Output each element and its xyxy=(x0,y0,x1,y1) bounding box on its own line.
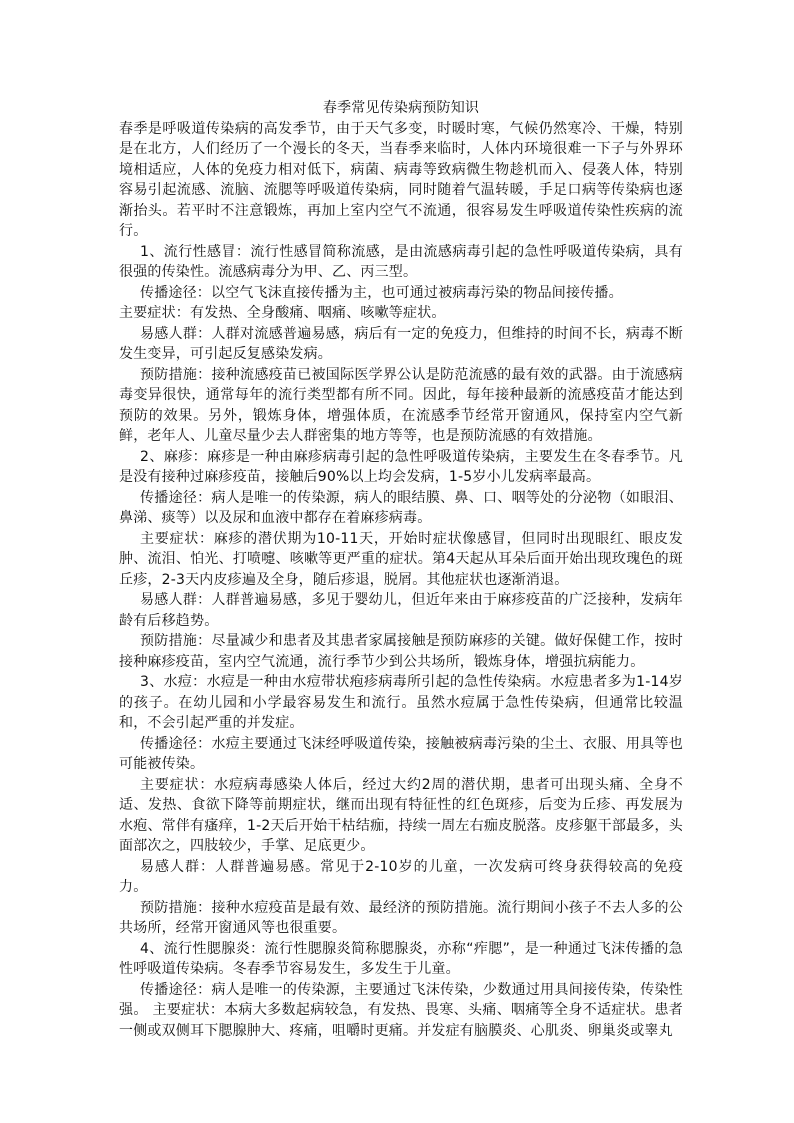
document-body xyxy=(119,119,683,1042)
paragraph: 主要症状：有发热、全身酸痛、咽痛、咳嗽等症状。 xyxy=(119,305,446,321)
paragraph: 1、流行性感冒：流行性感冒简称流感，是由流感病毒引起的急性呼吸道传染病，具有很强的传染性。流感病毒分为甲、乙、丙三型。 xyxy=(119,243,683,280)
paragraph: 预防措施：接种流感疫苗已被国际医学界公认是防范流感的最有效的武器。由于流感病毒变异很快，通常每年的流行类型都有所不同。因此，每年接种最新的流感疫苗才能达到预防的效果。另外，锻炼身体，增强体质，在流感季节经常开窗通风，保持室内空气新鲜，老年人、儿童尽量少去人群密集的地方等等，也是预防流感的有效措施。 xyxy=(119,366,683,444)
document-title: 春季常见传染病预防知识 xyxy=(322,100,480,116)
paragraph: 传播途径：以空气飞沫直接传播为主，也可通过被病毒污染的物品间接传播。 xyxy=(140,284,623,301)
paragraph: 春季是呼吸道传染病的高发季节，由于天气多变，时暖时寒，气候仍然寒冷、干燥，特别是在北方，人们经历了一个漫长的冬天，当春季来临时，人体内环境很难一下子与外界环境相适应，人体的免疫力相对低下，病菌、病毒等致病微生物趁机而入、侵袭人体，特别容易引起流感、流脑、流腮等呼吸道传染病，同时随着气温转暖，手足口病等传染病也逐渐抬头。若平时不注意锻炼，再加上室内空气不流通，很容易发生呼吸道传染性疾病的流行。 xyxy=(119,120,683,239)
paragraph: 2、麻疹：麻疹是一种由麻疹病毒引起的急性呼吸道传染病，主要发生在冬春季节。凡是没有接种过麻疹疫苗，接触后90%以上均会发病，1-5岁小儿发病率最高。 xyxy=(119,448,683,485)
paragraph: 易感人群：人群普遍易感。常见于2-10岁的儿童，一次发病可终身获得较高的免疫力。 xyxy=(119,858,683,895)
paragraph: 主要症状：麻疹的潜伏期为10-11天，开始时症状像感冒，但同时出现眼红、眼皮发肿、流泪、怕光、打喷嚏、咳嗽等更严重的症状。第4天起从耳朵后面开始出现玫瑰色的斑丘疹，2-3天内皮疹遍及全身，随后疹退，脱屑。其他症状也逐渐消退。 xyxy=(119,530,683,588)
paragraph: 主要症状：水痘病毒感染人体后，经过大约2周的潜伏期，患者可出现头痛、全身不适、发热、食欲下降等前期症状，继而出现有特征性的红色斑疹，后变为丘疹、再发展为水疱、常伴有瘙痒，1-2天后开始干枯结痂，持续一周左右痂皮脱落。皮疹躯干部最多，头面部次之，四肢较少，手掌、足底更少。 xyxy=(119,776,683,854)
paragraph: 传播途径：病人是唯一的传染源，主要通过飞沫传染，少数通过用具间接传染，传染性强。 主要症状：本病大多数起病较急，有发热、畏寒、头痛、咽痛等全身不适症状。患者一侧或双侧耳下腮腺肿大、疼痛，咀嚼时更痛。并发症有脑膜炎、心肌炎、卵巢炎或睾丸 xyxy=(119,981,683,1039)
paragraph: 3、水痘：水痘是一种由水痘带状疱疹病毒所引起的急性传染病。水痘患者多为1-14岁的孩子。在幼儿园和小学最容易发生和流行。虽然水痘属于急性传染病，但通常比较温和，不会引起严重的并发症。 xyxy=(119,674,683,731)
paragraph: 预防措施：尽量减少和患者及其患者家属接触是预防麻疹的关键。做好保健工作，按时接种麻疹疫苗，室内空气流通，流行季节少到公共场所，锻炼身体，增强抗病能力。 xyxy=(119,633,683,670)
document-page xyxy=(119,98,683,1041)
paragraph: 易感人群：人群普遍易感，多见于婴幼儿，但近年来由于麻疹疫苗的广泛接种，发病年龄有后移趋势。 xyxy=(119,592,683,629)
paragraph: 传播途径：水痘主要通过飞沫经呼吸道传染，接触被病毒污染的尘土、衣服、用具等也可能被传染。 xyxy=(119,735,683,772)
paragraph: 传播途径：病人是唯一的传染源，病人的眼结膜、鼻、口、咽等处的分泌物（如眼泪、鼻涕、痰等）以及尿和血液中都存在着麻疹病毒。 xyxy=(119,489,683,526)
paragraph: 4、流行性腮腺炎：流行性腮腺炎简称腮腺炎，亦称“痄腮”，是一种通过飞沫传播的急性呼吸道传染病。冬春季节容易发生，多发生于儿童。 xyxy=(119,940,683,977)
paragraph: 易感人群：人群对流感普遍易感，病后有一定的免疫力，但维持的时间不长，病毒不断发生变异，可引起反复感染发病。 xyxy=(119,325,683,362)
paragraph: 预防措施：接种水痘疫苗是最有效、最经济的预防措施。流行期间小孩子不去人多的公共场所，经常开窗通风等也很重要。 xyxy=(119,899,683,936)
